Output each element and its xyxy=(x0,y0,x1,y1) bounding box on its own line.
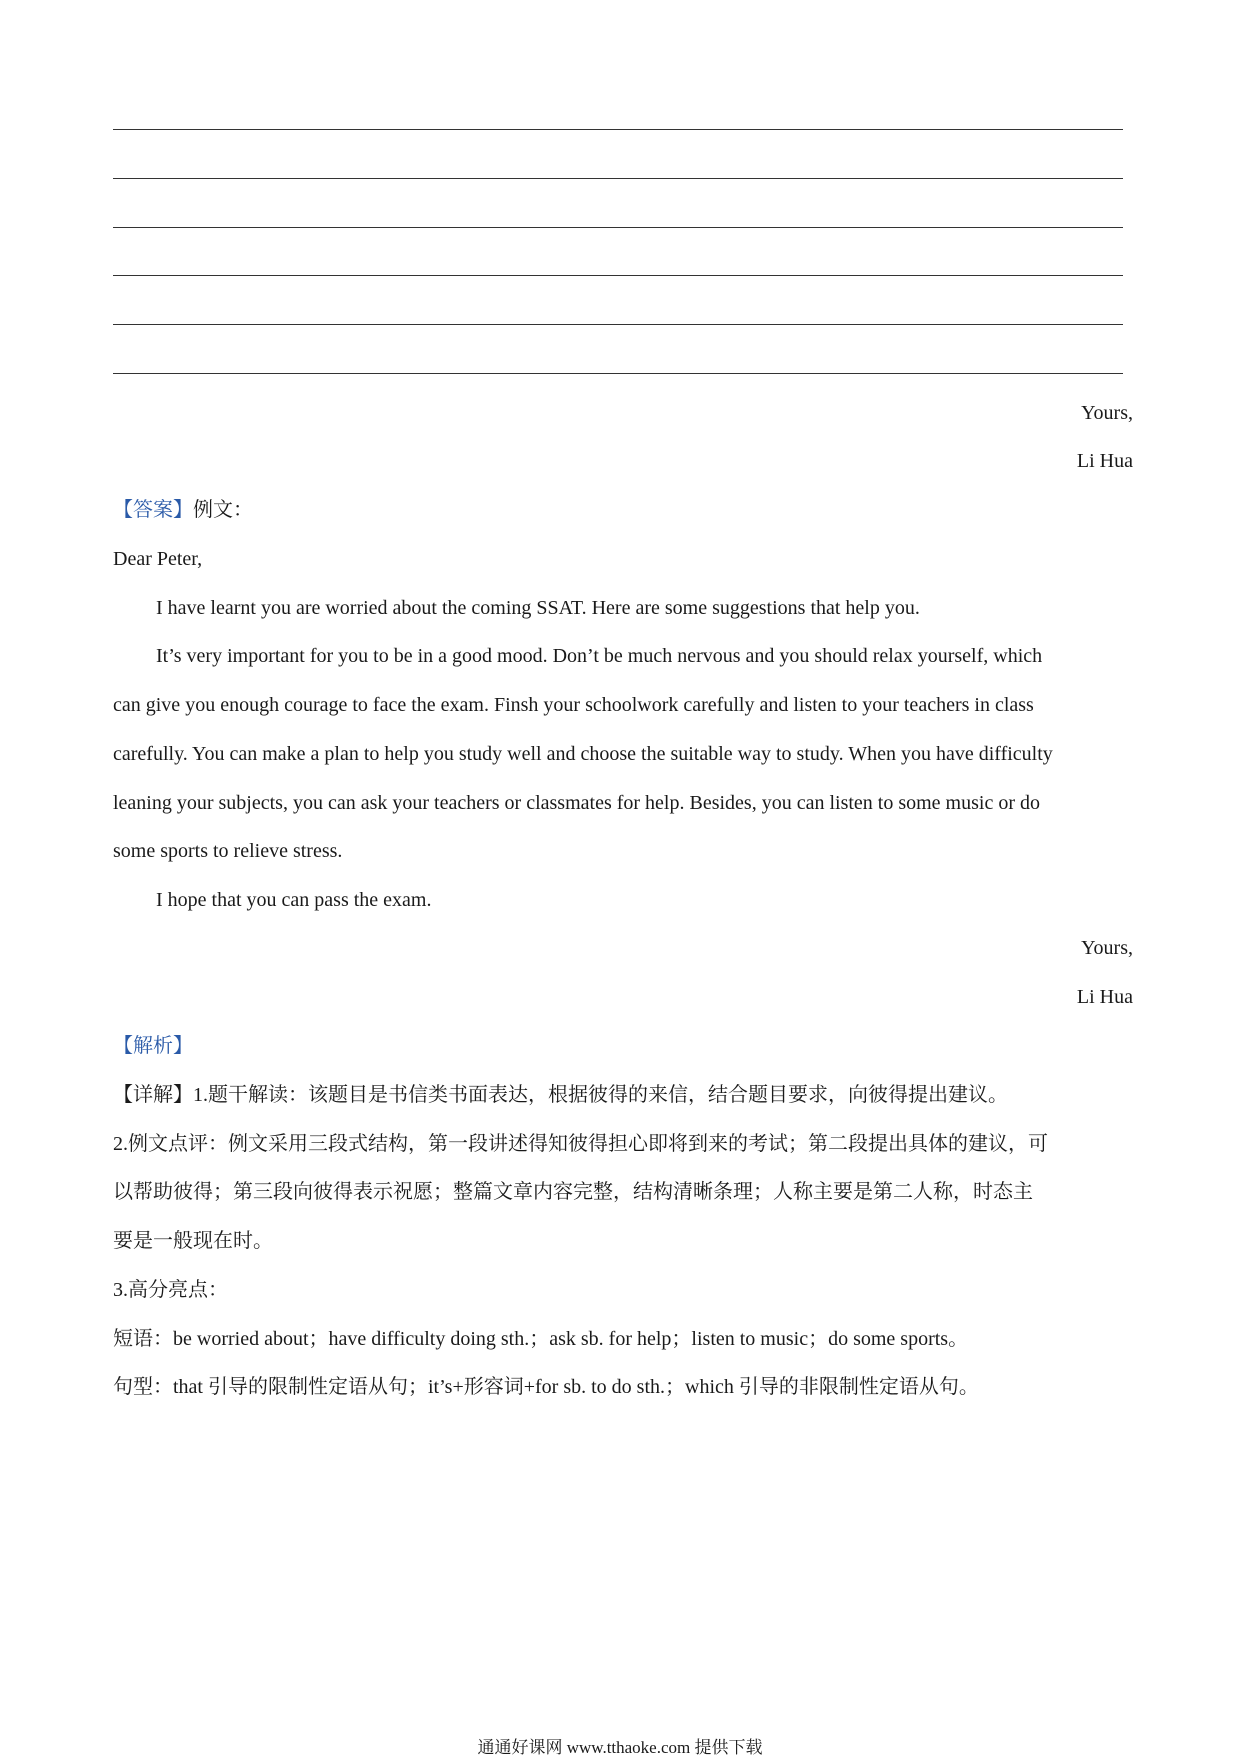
analysis-label: 【解析】 xyxy=(113,1035,193,1057)
letter-salutation: Dear Peter, xyxy=(113,548,203,570)
letter-paragraph-2-line: some sports to relieve stress. xyxy=(113,840,343,862)
detail-label: 【详解】 xyxy=(113,1084,193,1106)
letter-signature: Li Hua xyxy=(1076,986,1133,1008)
writing-line xyxy=(113,129,1123,130)
writing-line xyxy=(113,275,1123,276)
blank-letter-signature: Li Hua xyxy=(1076,450,1133,472)
writing-line xyxy=(113,373,1123,374)
analysis-point-2-line: 要是一般现在时。 xyxy=(113,1230,273,1252)
letter-paragraph-3: I hope that you can pass the exam. xyxy=(156,889,432,911)
analysis-sentences: 句型：that 引导的限制性定语从句；it’s+形容词+for sb. to do sth.；which 引导的非限制性定语从句。 xyxy=(113,1376,979,1398)
analysis-point-2-line: 2.例文点评：例文采用三段式结构，第一段讲述得知彼得担心即将到来的考试；第二段提出具体的建议，可 xyxy=(113,1133,1048,1155)
analysis-phrases: 短语：be worried about；have difficulty doing sth.；ask sb. for help；listen to music；do some sports。 xyxy=(113,1328,969,1350)
letter-paragraph-2-line: leaning your subjects, you can ask your teachers or classmates for help. Besides, you can listen to some music or do xyxy=(113,792,1040,814)
answer-heading xyxy=(113,497,253,523)
letter-paragraph-2-line: It’s very important for you to be in a good mood. Don’t be much nervous and you should relax yourself, which xyxy=(156,645,1043,667)
writing-line xyxy=(113,178,1123,179)
detail-text: 1.题干解读：该题目是书信类书面表达，根据彼得的来信，结合题目要求，向彼得提出建议。 xyxy=(193,1084,1008,1106)
analysis-point-3: 3.高分亮点： xyxy=(113,1279,228,1301)
analysis-detail xyxy=(113,1082,1008,1108)
writing-line xyxy=(113,324,1123,325)
letter-paragraph-1: I have learnt you are worried about the coming SSAT. Here are some suggestions that help you. xyxy=(156,597,920,619)
page-footer: 通通好课网 www.tthaoke.com 提供下载 xyxy=(477,1738,763,1757)
answer-label-suffix: 例文： xyxy=(193,499,253,521)
letter-paragraph-2-line: can give you enough courage to face the exam. Finsh your schoolwork carefully and listen to your teachers in class xyxy=(113,694,1034,716)
analysis-point-2-line: 以帮助彼得；第三段向彼得表示祝愿；整篇文章内容完整，结构清晰条理；人称主要是第二人称，时态主 xyxy=(113,1181,1033,1203)
blank-letter-closing: Yours, xyxy=(1081,402,1133,424)
writing-line xyxy=(113,227,1123,228)
answer-label: 【答案】 xyxy=(113,499,193,521)
letter-closing: Yours, xyxy=(1081,937,1133,959)
letter-paragraph-2-line: carefully. You can make a plan to help you study well and choose the suitable way to study. When you have difficulty xyxy=(113,743,1053,765)
